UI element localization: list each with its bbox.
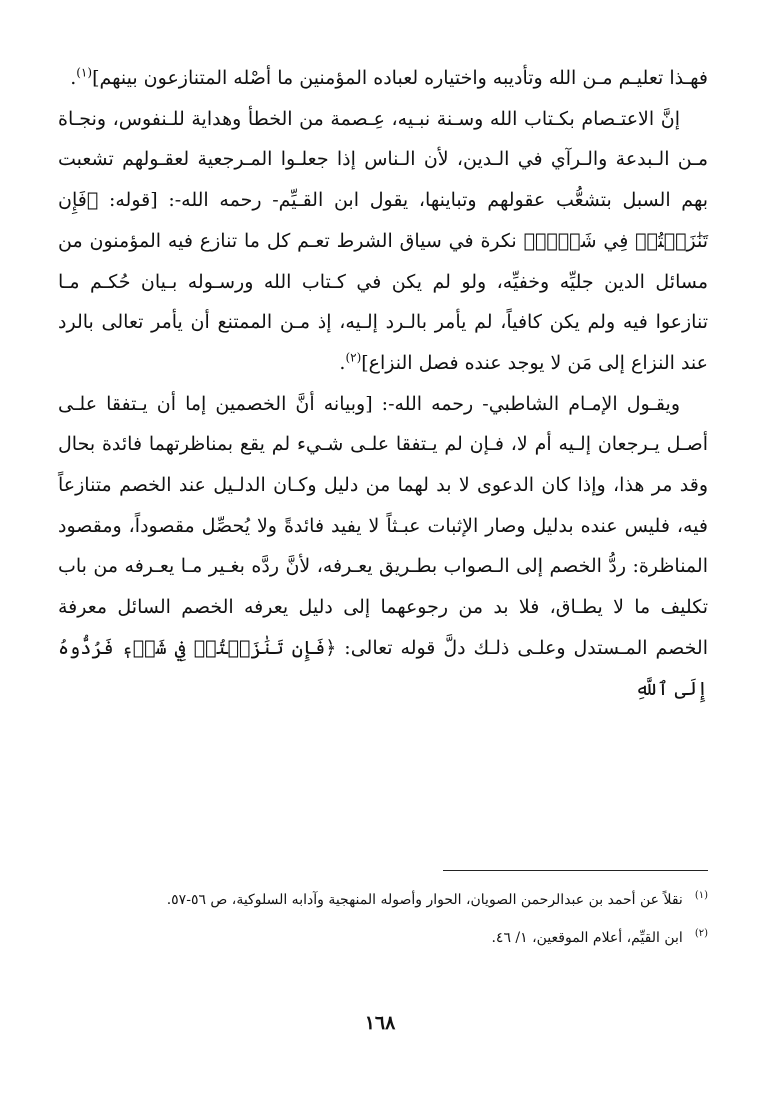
- footnotes: [58, 890, 708, 966]
- page-number: ١٦٨: [364, 1012, 396, 1034]
- paragraph-1-text: فهـذا تعليـم مـن الله وتأديبه واختياره لعباده المؤمنين ما أصْله المتنازعون بينهم]: [92, 67, 708, 89]
- paragraph-2-text-a: إنَّ الاعتـصام بكـتاب الله وسـنة نبـيه، عِـصمة من الخطأ وهداية للـنفوس، ونجـاة مـن الـبدعة والـرآي في الـدين، لأن الـناس إذا جعلـوا المـرجعية لعقـولهم تشعبت بهم السبل بتشعُّب عقولهم وتباينها، يقول ابن القـيِّم- رحمه الله-: [قوله:: [58, 107, 709, 212]
- footnote-divider: [443, 870, 708, 871]
- footnote-2-text: ابن القيِّم، أعلام الموقعين، ١/ ٤٦.: [491, 930, 683, 946]
- main-text: [58, 58, 708, 709]
- footnote-1-text: نقلاً عن أحمد بن عبدالرحمن الصويان، الحوار وأصوله المنهجية وآدابه السلوكية، ص ٥٦-٥٧.: [166, 892, 683, 908]
- quran-verse-1: ﴿فَإِن تَنَٰزَعۡتُمۡ فِي شَيۡءٖ﴾: [58, 189, 708, 252]
- paragraph-3: [58, 384, 708, 710]
- paragraph-2-end: .: [339, 351, 346, 374]
- footnote-1-number: (١): [694, 890, 708, 902]
- footnote-2-number: (٢): [694, 928, 708, 940]
- paragraph-3-text: ويقـول الإمـام الشاطبي- رحمه الله-: [وبيانه أنَّ الخصمين إما أن يـتفقا علـى أصـل يـرجعان إلـيه أم لا، فـإن لم يـتفقا علـى شـيء لم يقع بمناظرتهما فائدة بحال وقد مر هذا، وإذا كان الدعوى لا بد لهما من دليل وكـان الدلـيل عند الخصم متنازعاً فيه، فليس عنده بدليل وصار الإثبات عبـثاً لا يفيد فائدةً ولا يُحصِّل مقصوداً، ومقصود المناظرة: ردُّ الخصم إلى الـصواب بطـريق يعـرفه، لأنَّ ردَّه بغـير مـا يعـرفه من باب تكليف ما لا يطـاق، فلا بد من رجوعهما إلى دليل يعرفه الخصم السائل معرفة الخصم المـستدل وعلـى ذلـك دلَّ قوله تعالى:: [58, 392, 708, 659]
- footnote-ref-2[interactable]: (٢): [345, 350, 362, 365]
- quran-verse-2: ﴿فَإِن تَنَٰزَعۡتُمۡ فِي شَيۡءٖ فَرُدُّوهُ إِلَى ٱللَّهِ: [58, 636, 708, 700]
- paragraph-1: [58, 58, 708, 99]
- footnote-2: [58, 928, 708, 948]
- footnote-ref-1[interactable]: (١): [76, 65, 93, 80]
- paragraph-2-text-b: نكرة في سياق الشرط تعـم كل ما تنازع فيه المؤمنون من مسائل الدين جليِّه وخفيِّه، ولو لم يكن في كـتاب الله ورسـوله بـيان حُكـم مـا تنازعوا فيه ولم يكن كافياً، لم يأمر بالـرد إلـيه، إذ مـن الممتنع أن يأمر تعالى بالرد عند النزاع إلى مَن لا يوجد عنده فصل النزاع]: [58, 229, 708, 374]
- paragraph-2: [58, 99, 708, 384]
- paragraph-1-end: .: [70, 67, 77, 89]
- footnote-1: [58, 890, 708, 910]
